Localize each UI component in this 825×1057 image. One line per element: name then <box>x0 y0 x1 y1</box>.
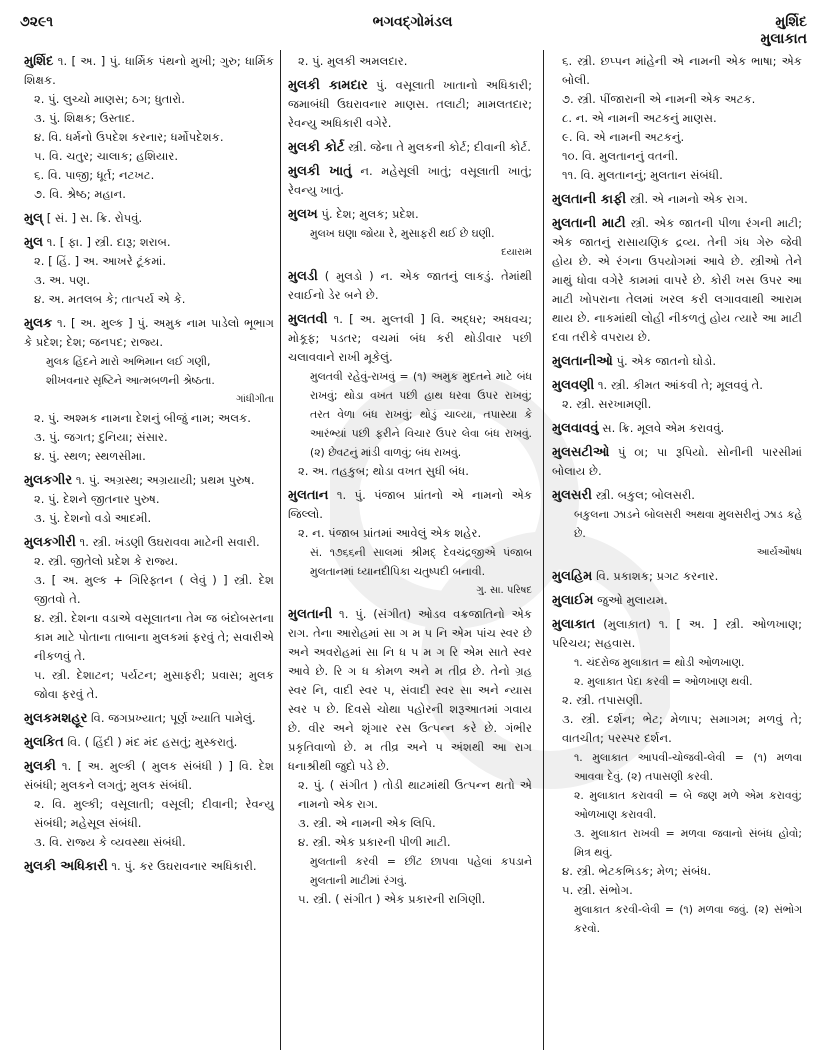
headword: મુલ <box>24 235 44 250</box>
definition-line <box>552 352 802 371</box>
dictionary-entry <box>552 486 802 562</box>
definition-line: ૮. ન. એ નામની અટકનું માણસ. <box>562 111 717 125</box>
definition-text: ૧. સ્ત્રી. કીમત આંકવી તે; મૂલવવું તે. <box>597 378 763 392</box>
definition-line <box>552 190 802 209</box>
definition-text: વિ. પ્રકાશક; પ્રગટ કરનાર. <box>596 569 719 583</box>
usage-quote: મુલક હિંદને મારો અભિમાન લઈ ગણી, <box>46 355 211 368</box>
definition-line: ૩. પું. શિક્ષક; ઉસ્તાદ. <box>34 111 135 125</box>
headword: મુલકગીર <box>24 473 73 488</box>
definition-line: ૫. સ્ત્રી. દેશાટન; પર્યટન; મુસાફરી; પ્રવાસ; મુલક જોવા ફરવું તે. <box>34 668 274 701</box>
headword: મુલકી કોર્ટ <box>288 140 345 155</box>
definition-line: ૨. સ્ત્રી. સરખામણી. <box>562 397 652 411</box>
dictionary-entry <box>552 214 802 347</box>
definition-text: સ્ત્રી. એક જાતની પીળા રંગની માટી; એક જાતનું રાસાયણિક દ્રવ્ય. તેની ગંધ ગેરુ જેવી હોય છે. એ રંગના ઉપયોગમાં આવે છે. સ્ત્રીઓ તેને માથું ધોવા વગેરે કામમાં વાપરે છે. કોરી ખસ ઉપર આ માટી ખોપરાના તેલમાં ખરલ કરી લગાવવાથી આરામ થાય છે. નાકમાંથી લોહી નીકળતું હોય ત્યારે આ માટી દવા તરીકે વપરાય છે. <box>552 216 803 344</box>
headword: મુલકી <box>24 759 56 774</box>
headword: મુલસટીઓ <box>552 445 610 460</box>
column-right <box>552 52 802 943</box>
headword: મુલતાની <box>288 607 333 622</box>
definition-line: ૫. વિ. ચતુર; ચાલાક; હશિયાર. <box>34 149 179 163</box>
definition-text: ૧. [ ફા. ] સ્ત્રી. દારૂ; શરાબ. <box>46 235 171 249</box>
definition-text: ૧. પું. કર ઉઘરાવનાર અધિકારી. <box>111 859 257 873</box>
dictionary-entry <box>24 709 274 728</box>
definition-text: (મુલાક઼ાત) ૧. [ અ. ] સ્ત્રી. ઓળખાણ; પરિચય; સહવાસ. <box>552 617 803 650</box>
citation-source: આર્યઔષધ <box>756 547 802 558</box>
definition-line <box>552 419 802 438</box>
headword: મુલકિત <box>24 735 64 750</box>
citation-source: ગુ. સા. પરિષદ <box>476 585 532 596</box>
dictionary-entry <box>552 591 802 610</box>
definition-line: ૪. સ્ત્રી. ભેટકભિડક; મેળ; સંબંધ. <box>562 864 712 878</box>
definition-line: ૩. અ. પણ. <box>34 273 91 287</box>
definition-line <box>24 533 274 552</box>
definition-line: ૫. સ્ત્રી. સંભોગ. <box>562 883 633 897</box>
column-middle <box>288 52 532 914</box>
definition-text: પું. વસૂલાતી ખાતાનો અધિકારી; જમાબંધી ઉઘરાવનાર માણસ. તલાટી; મામલતદાર; રેવન્યુ અધિકારી વગેરે. <box>288 78 532 130</box>
definition-line <box>552 567 802 586</box>
guide-word-last: મુલાકાત <box>760 31 807 47</box>
headword: મુર્શિદ <box>24 54 54 69</box>
definition-line: ૪. વિ. ધર્મનો ઉપદેશ કરનાર; ધર્મોપદેશક. <box>34 130 224 144</box>
dictionary-entry <box>288 486 532 600</box>
definition-text: ૧. પું. અગ્રસ્થ; અગ્રયાયી; પ્રથમ પુરુષ. <box>75 473 255 487</box>
definition-line <box>24 757 274 795</box>
usage-quote: ૨. મુલાકાત પેદા કરવી = ઓળખાણ થવી. <box>574 675 753 688</box>
headword: મુલહિમ <box>552 569 593 584</box>
definition-line <box>288 138 532 157</box>
usage-quote: મુલતાની કરવી = છીંટ છાપવા પહેલાં કપડાને મુલતાની માટીમાં રંગવું. <box>310 855 532 887</box>
definition-text: સ. ક્રિ. મૂલવે એમ કરાવવું. <box>602 421 725 435</box>
page-number: ૭૨૯૧ <box>20 14 54 30</box>
definition-line: ૩. સ્ત્રી. દર્શન; ભેટ; મેળાપ; સમાગમ; મળવું તે; વાતચીત; પરસ્પર દર્શન. <box>562 712 802 745</box>
dictionary-entry <box>288 52 532 71</box>
definition-line: ૨. પું. ( સંગીત ) તોડી થાટમાંથી ઉત્પન્ન થતો એ નામનો એક રાગ. <box>298 778 532 811</box>
definition-text: પું. દેશ; મુલક; પ્રદેશ. <box>321 207 419 221</box>
column-divider <box>543 50 544 1050</box>
usage-quote: મુલતવી રહેવું-રાખવું = (૧) અમુક મુદતને માટે બંધ રાખવું; થોડા વખત પછી હાથ ધરવા ઉપર રાખવું; તરત વેળા બંધ રાખવું; થોડું ચાલ્યા, તપાસ્યા કે આરંભ્યાં પછી ફરીને વિચાર ઉપર લેવા બંધ રાખવું. (૨) છેવટનું માંડી વાળવું; બંધ રાખવું. <box>310 370 532 459</box>
definition-text: ૧. [ અ. મુલ્તવી ] વિ. અદ્ધર; અધવચ; મોકૂફ; પડતર; વચમાં બંધ કરી થોડીવાર પછી ચલાવવાને રાખી મૂકેલું. <box>288 312 532 364</box>
headword: મુલતાન <box>288 488 329 503</box>
definition-line <box>288 76 532 133</box>
definition-line <box>24 471 274 490</box>
definition-line <box>288 267 532 305</box>
headword: મુલતાનીઓ <box>552 354 613 369</box>
definition-line: ૩. પું. જગત; દુનિયા; સંસાર. <box>34 430 168 444</box>
definition-line <box>24 709 274 728</box>
headword: મુલવણી <box>552 378 595 393</box>
definition-line: ૩. પું. દેશનો વડો આદમી. <box>34 511 152 525</box>
definition-text: ( મુલડો ) ન. એક જાતનું લાકડું. તેમાંથી રવાઈનો ડેર બને છે. <box>288 269 532 302</box>
definition-text: વિ. જગપ્રખ્યાત; પૂર્ણ ખ્યાતિ પામેલું. <box>91 711 256 725</box>
definition-text: જુઓ મુલાયમ. <box>597 593 668 607</box>
headword: મુલતાની માટી <box>552 216 626 231</box>
definition-line: ૩. વિ. રાજ્ય કે વ્યવસ્થા સંબંધી. <box>34 835 186 849</box>
definition-line <box>24 52 274 90</box>
headword: મુલતાની કાફી <box>552 192 627 207</box>
headword: મુલકગીરી <box>24 535 76 550</box>
definition-line <box>24 209 274 228</box>
headword: મુલકી ખાતું <box>288 164 352 179</box>
guide-word-first: મુર્શિદ <box>775 14 807 30</box>
citation-source: ગાંધીગીતા <box>236 394 274 405</box>
usage-quote: ૨. મુલાકાત કરાવવી = બે જણ મળે એમ કરાવવું; ઓળખાણ કરાવવી. <box>574 789 802 821</box>
definition-line: ૪. સ્ત્રી. એક પ્રકારની પીળી માટી. <box>298 835 451 849</box>
definition-line: ૪. પું. સ્થળ; સ્થળસીમા. <box>34 449 146 463</box>
definition-line: ૧૧. વિ. મુલતાનનું; મુલતાન સંબંધી. <box>562 168 723 182</box>
dictionary-entry <box>24 233 274 309</box>
dictionary-entry <box>552 615 802 938</box>
definition-text: સ્ત્રી. બકુલ; બોલસરી. <box>595 488 695 502</box>
definition-line: ૯. વિ. એ નામની અટકનું. <box>562 130 685 144</box>
definition-text: ૧. [ અ. મુલ્કી ( મુલક સંબંધી ) ] વિ. દેશ સંબંધી; મુલકને લગતું; મુલક સંબંધી. <box>24 759 274 792</box>
headword: મુલસરી <box>552 488 592 503</box>
definition-text: પું. એક જાતનો ઘોડો. <box>616 354 717 368</box>
definition-line <box>552 376 802 395</box>
dictionary-entry <box>24 533 274 704</box>
definition-line <box>288 205 532 224</box>
usage-quote: શીખવનાર સૃષ્ટિને આત્મબળની શ્રેષ્ઠતા. <box>46 374 215 387</box>
dictionary-entry <box>24 733 274 752</box>
definition-text: સ્ત્રી. જેના તે મુલકની કોર્ટ; દીવાની કોર્ટ. <box>348 140 531 154</box>
column-divider <box>280 50 281 1050</box>
dictionary-entry <box>24 757 274 852</box>
dictionary-entry <box>552 52 802 185</box>
usage-quote: મુલાકાત કરવી-લેવી = (૧) મળવા જવું. (૨) સંભોગ કરવો. <box>574 903 802 935</box>
definition-line: ૨. પું. દેશને જીતનાર પુરુષ. <box>34 492 160 506</box>
dictionary-entry <box>24 52 274 204</box>
page-title: ભગવદ્ગોમંડલ <box>372 14 453 30</box>
headword: મુલકમશહૂર <box>24 711 88 726</box>
definition-line: ૪. સ્ત્રી. દેશના વડાએ વસૂલાતના તેમ જ બંદોબસ્તના કામ માટે પોતાના તાબાના મુલકમાં ફરવું તે; સવારીએ નીકળવું તે. <box>34 611 274 663</box>
definition-line: ૭. સ્ત્રી. પીંજારાની એ નામની એક અટક. <box>562 92 756 106</box>
definition-line: ૧૦. વિ. મુલતાનનું વતની. <box>562 149 679 163</box>
headword: મુલાકાત <box>552 617 596 632</box>
definition-line: ૨. પું. લુચ્ચો માણસ; ઠગ; ધુતારો. <box>34 92 185 106</box>
definition-line: ૨. વિ. મુલ્કી; વસૂલાતી; વસૂલી; દીવાની; રેવન્યુ સંબંધી; મહેસૂલ સંબંધી. <box>34 797 274 830</box>
headword: મુલાઈમ <box>552 593 594 608</box>
dictionary-entry <box>552 567 802 586</box>
headword: મુલખ <box>288 207 318 222</box>
headword: મુલવાવવું <box>552 421 599 436</box>
definition-text: ૧. [ અ. ] પું. ધાર્મિક પંથનો મુખી; ગુરુ; ધાર્મિક શિક્ષક. <box>24 54 274 87</box>
headword: મુલક <box>24 316 53 331</box>
headword: મુલતવી <box>288 312 328 327</box>
dictionary-entry <box>288 605 532 909</box>
definition-line: ૬. સ્ત્રી. છપ્પન માંહેની એ નામની એક ભાષા; એક બોલી. <box>562 54 802 87</box>
headword: મુલકી કામદાર <box>288 78 368 93</box>
headword: મુલડી <box>288 269 318 284</box>
dictionary-entry <box>288 162 532 200</box>
definition-text: ૧. [ અ. મુલ્ક ] પું. અમુક નામ પાડેલો ભૂભાગ કે પ્રદેશ; દેશ; જનપદ; રાજ્ય. <box>24 316 275 349</box>
headword: મુલ્ <box>24 211 44 226</box>
definition-text: ૧. સ્ત્રી. ખંડણી ઉઘરાવવા માટેની સવારી. <box>79 535 260 549</box>
definition-line: ૫. સ્ત્રી. ( સંગીત ) એક પ્રકારની રાગિણી. <box>298 892 486 906</box>
definition-line <box>552 591 802 610</box>
definition-line <box>288 310 532 367</box>
dictionary-entry <box>288 310 532 481</box>
citation-source: દયારામ <box>501 247 532 258</box>
definition-text: [ સં. ] સ. ક્રિ. રોપવું. <box>46 211 143 225</box>
definition-line: ૨. અ. તહકુબ; થોડા વખત સુધી બંધ. <box>298 464 469 478</box>
definition-line <box>288 162 532 200</box>
definition-line: ૪. અ. મતલબ કે; તાત્પર્ય એ કે. <box>34 292 186 306</box>
usage-quote: ૧. મુલાકાત આપવી-ચોજવી-લેવી = (૧) મળવા આવવા દેવું. (૨) તપાસણી કરવી. <box>574 751 802 783</box>
definition-text: વિ. ( હિંદી ) મંદ મંદ હસતું; મુસ્કરાતું. <box>67 735 238 749</box>
dictionary-entry <box>24 857 274 876</box>
definition-line: ૨. [ હિં. ] અ. આખરે ટૂંકમાં. <box>34 254 167 268</box>
dictionary-entry <box>288 205 532 262</box>
definition-line <box>288 486 532 524</box>
definition-line: ૨. પું. અશ્મક નામના દેશનું બીજું નામ; અલક. <box>34 411 251 425</box>
usage-quote: ૩. મુલાકાત રાખવી = મળવા જવાનો સંબંધ હોવો; મિત્ર થવું. <box>574 827 802 859</box>
definition-text: પું ૦।; પા રૂપિયો. સોનીની પારસીમાં બોલાય છે. <box>552 445 802 478</box>
definition-line: ૩. સ્ત્રી. એ નામની એક લિપિ. <box>298 816 436 830</box>
dictionary-entry <box>288 267 532 305</box>
definition-text: ૧. પું. પંજાબ પ્રાંતનો એ નામનો એક જિલ્લો. <box>288 488 533 521</box>
definition-line: ૨. સ્ત્રી. જીતેલો પ્રદેશ કે રાજ્ય. <box>34 554 179 568</box>
dictionary-entry <box>552 352 802 371</box>
definition-line <box>24 233 274 252</box>
usage-quote: મુલખ ઘણા જોયા રે, મુસાફરી થઈ છે ઘણી. <box>310 227 495 240</box>
dictionary-entry <box>288 138 532 157</box>
definition-line <box>24 857 274 876</box>
usage-quote: સં. ૧૭૬૬ની સાલમાં શ્રીમદ્ દેવચંદ્રજીએ પંજાબ મુલતાનમાં ધ્યાનદીપિકા ચતુષ્પદી બનાવી. <box>310 546 532 578</box>
definition-line <box>288 605 532 776</box>
definition-line <box>24 314 274 352</box>
usage-quote: ૧. ચંદરોજ મુલાકાત = થોડી ઓળખાણ. <box>574 656 745 669</box>
definition-line: ૭. વિ. શ્રેષ્ઠ; મહાન. <box>34 187 126 201</box>
dictionary-entry <box>552 443 802 481</box>
column-left <box>24 52 274 881</box>
definition-text: ૧. પું. (સંગીત) ઓડવ વક્રજાતિનો એક રાગ. તેના આરોહમાં સા ગ મ પ નિ એમ પાંચ સ્વર છે અને અવરોહમાં સા નિ ધ પ મ ગ રિ એમ સાતે સ્વર આવે છે. રિ ગ ધ કોમળ અને મ તીવ્ર છે. તેનો ગ્રહ સ્વર નિ, વાદી સ્વર પ, સંવાદી સ્વર સા અને ન્યાસ સ્વર પ છે. દિવસે ચોથા પહોરની શરૂઆતમાં ગવાય છે. વીર અને શૃંગાર રસ ઉત્પન્ન કરે છે. ગંભીર પ્રકૃતિવાળો છે. મ તીવ્ર અને પ અંશથી આ રાગ ધનાશ્રીથી જુદો પડે છે. <box>288 607 532 773</box>
usage-quote: બકુલના ઝાડને બોલસરી અથવા મુલસરીનું ઝાડ કહે છે. <box>574 508 802 540</box>
dictionary-entry <box>288 76 532 133</box>
definition-line <box>552 214 802 347</box>
dictionary-entry <box>552 190 802 209</box>
definition-text: સ્ત્રી. એ નામનો એક રાગ. <box>629 192 748 206</box>
definition-line: ૨. પું. મુલકી અમલદાર. <box>298 54 408 68</box>
dictionary-entry <box>552 419 802 438</box>
definition-line: ૨. ન. પંજાબ પ્રાંતમાં આવેલું એક શહેર. <box>298 526 482 540</box>
definition-line <box>552 486 802 505</box>
dictionary-entry <box>552 376 802 414</box>
guide-words <box>761 14 808 48</box>
dictionary-entry <box>24 471 274 528</box>
definition-line: ૬. વિ. પાજી; ધૂર્ત; નટખટ. <box>34 168 155 182</box>
definition-line: ૨. સ્ત્રી. તપાસણી. <box>562 693 643 707</box>
definition-text: ન. મહેસૂલી ખાતું; વસૂલાતી ખાતું; રેવન્યુ ખાતું. <box>288 164 532 197</box>
dictionary-entry <box>24 209 274 228</box>
definition-line: ૩. [ અ. મુલ્ક + ગિરિફ્તન ( લેવું ) ] સ્ત્રી. દેશ જીતવો તે. <box>34 573 274 606</box>
definition-line <box>24 733 274 752</box>
headword: મુલકી અધિકારી <box>24 859 108 874</box>
definition-line <box>552 443 802 481</box>
definition-line <box>552 615 802 653</box>
dictionary-entry <box>24 314 274 466</box>
page-header <box>0 8 825 48</box>
